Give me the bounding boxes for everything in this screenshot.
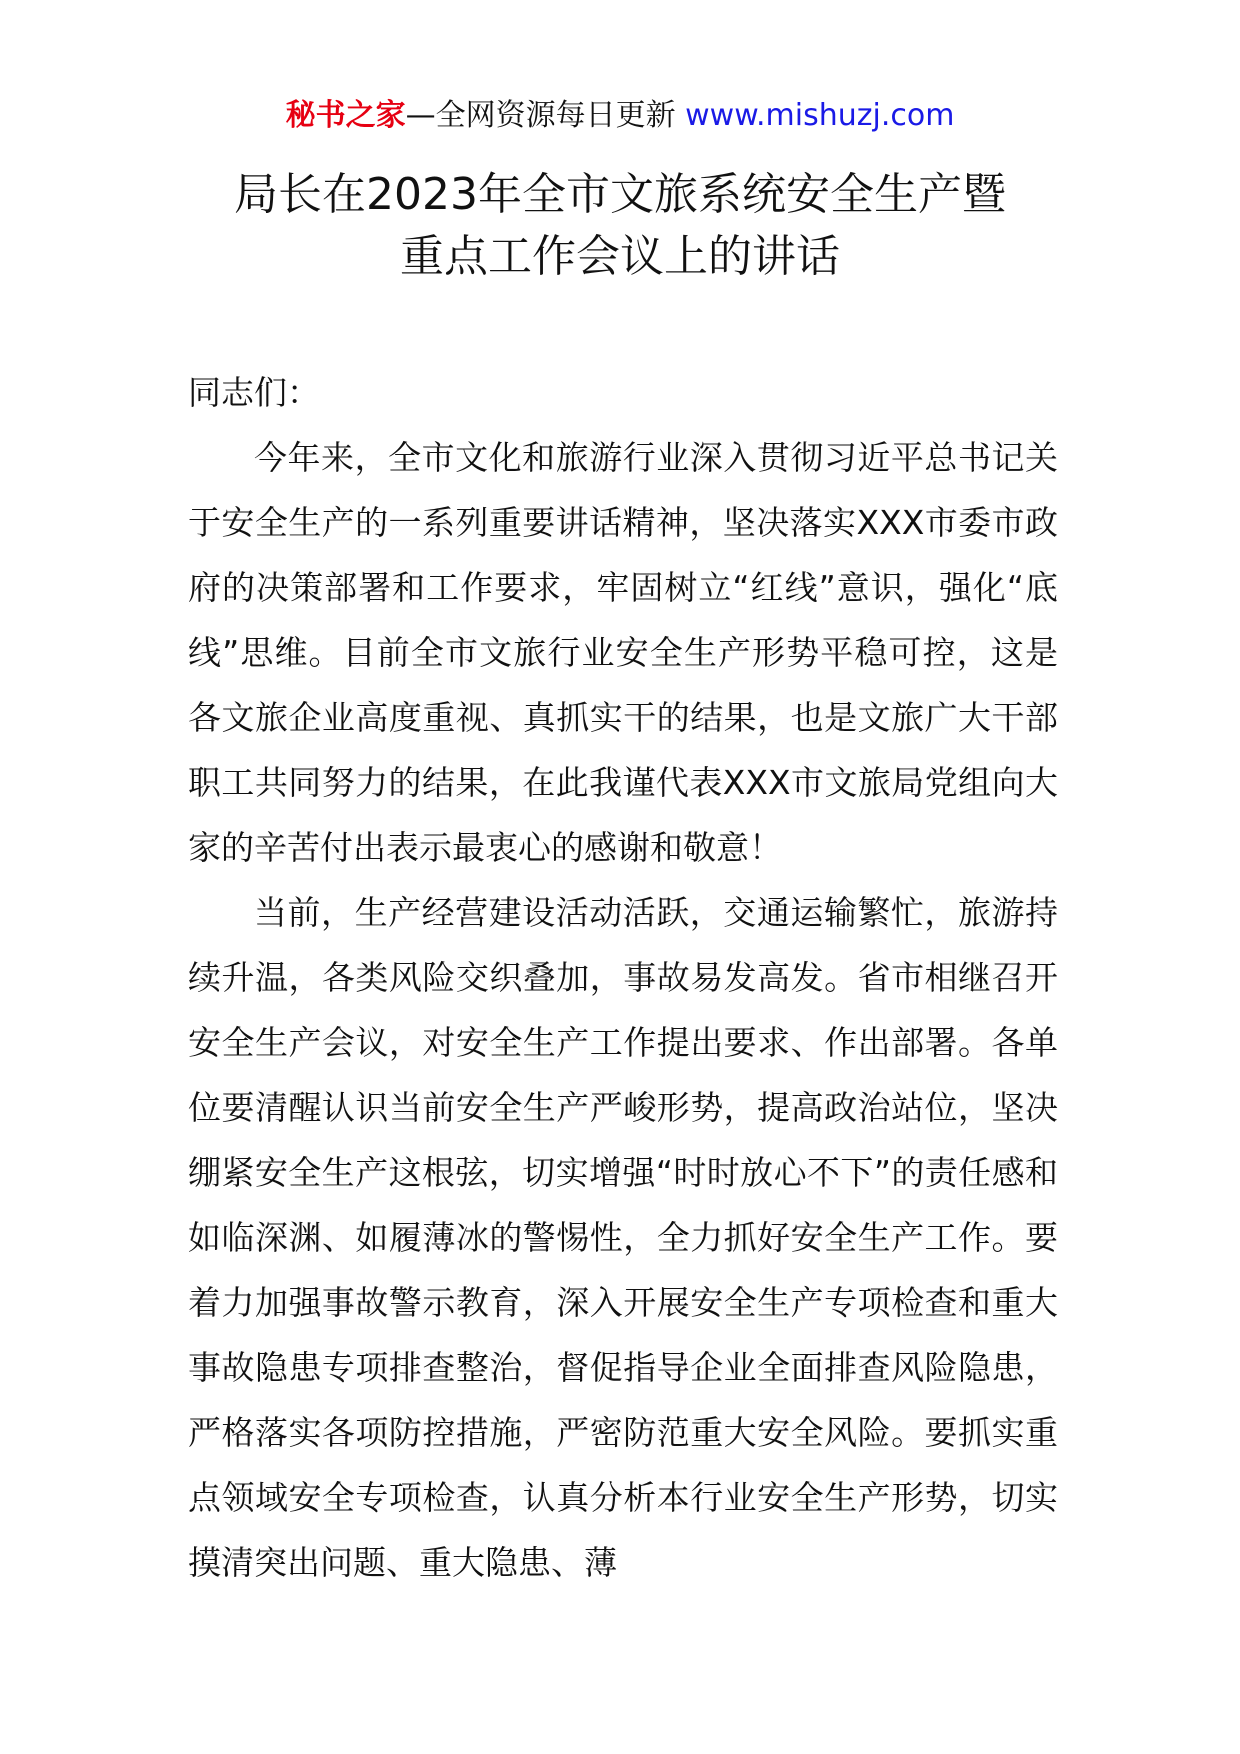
salutation: 同志们： <box>188 373 320 412</box>
paragraph: 当前，生产经营建设活动活跃，交通运输繁忙，旅游持续升温，各类风险交织叠加，事故易发高发。省市相继召开安全生产会议，对安全生产工作提出要求、作出部署。各单位要清醒认识当前安全生产严峻形势，提高政治站位，坚决绷紧安全生产这根弦，切实增强“时时放心不下”的责任感和如临深渊、如履薄冰的警惕性，全力抓好安全生产工作。要着力加强事故警示教育，深入开展安全生产专项检查和重大事故隐患专项排查整治，督促指导企业全面排查风险隐患，严格落实各项防控措施，严密防范重大安全风险。要抓实重点领域安全专项检查，认真分析本行业安全生产形势，切实摸清突出问题、重大隐患、薄 <box>188 893 1058 1582</box>
site-url-link[interactable]: www.mishuzj.com <box>685 98 955 133</box>
brand-name: 秘书之家 <box>285 98 406 133</box>
document-body <box>188 360 1058 1595</box>
header-tagline: —全网资源每日更新 <box>405 98 686 133</box>
site-header <box>0 96 1240 136</box>
title-line-1: 局长在2023年全市文旅系统安全生产暨 <box>234 169 1006 220</box>
title-line-2: 重点工作会议上的讲话 <box>400 231 840 282</box>
document-title <box>0 164 1240 288</box>
paragraph: 今年来，全市文化和旅游行业深入贯彻习近平总书记关于安全生产的一系列重要讲话精神，坚决落实XXX市委市政府的决策部署和工作要求，牢固树立“红线”意识，强化“底线”思维。目前全市文旅行业安全生产形势平稳可控，这是各文旅企业高度重视、真抓实干的结果，也是文旅广大干部职工共同努力的结果，在此我谨代表XXX市文旅局党组向大家的辛苦付出表示最衷心的感谢和敬意！ <box>188 438 1058 867</box>
